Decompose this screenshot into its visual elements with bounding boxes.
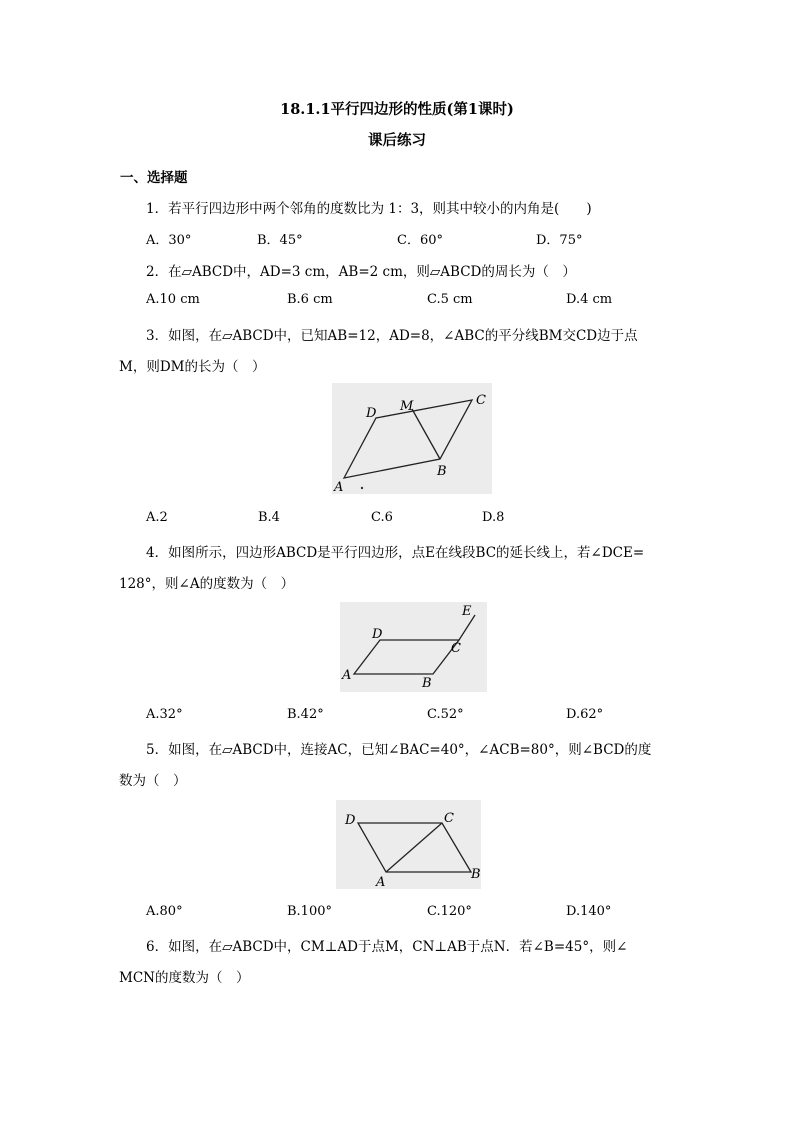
q1-option-b: B．45° [257, 233, 303, 248]
label-b: B [471, 867, 481, 882]
label-c: C [444, 811, 454, 826]
q1-option-c: C．60° [397, 233, 443, 248]
q4-parallelogram-diagram [340, 602, 487, 692]
diagonal-ac [386, 823, 442, 872]
q2-option-c: C.5 cm [427, 292, 473, 307]
question-6-text-line-1: 6．如图，在▱ABCD中，CM⊥AD于点M，CN⊥AB于点N．若∠B=45°，则∠ [146, 939, 628, 955]
question-1-text: 1．若平行四边形中两个邻角的度数比为 1：3，则其中较小的内角是( ) [146, 201, 592, 217]
question-5-text-line-1: 5．如图，在▱ABCD中，连接AC，已知∠BAC=40°，∠ACB=80°，则∠BCD的度 [146, 742, 652, 758]
question-4-text-line-1: 4．如图所示，四边形ABCD是平行四边形，点E在线段BC的延长线上，若∠DCE= [146, 545, 645, 561]
label-b: B [422, 676, 432, 691]
label-b: B [437, 464, 447, 479]
q5-option-d: D.140° [566, 904, 612, 919]
question-4-text-line-2: 128°，则∠A的度数为（ ） [119, 576, 295, 592]
question-3-text-line-2: M，则DM的长为（ ） [119, 359, 266, 375]
label-m: M [400, 399, 414, 414]
q3-option-c: C.6 [371, 510, 393, 525]
question-5-figure [336, 800, 481, 889]
q2-option-a: A.10 cm [146, 292, 200, 307]
q5-option-c: C.120° [427, 904, 472, 919]
q2-option-b: B.6 cm [287, 292, 333, 307]
question-2-text: 2．在▱ABCD中，AD=3 cm，AB=2 cm，则▱ABCD的周长为（ ） [146, 264, 576, 280]
bisector-bm [412, 409, 440, 459]
parallelogram-abcd [354, 640, 459, 674]
page-title: 18.1.1平行四边形的性质(第1课时) [280, 101, 514, 118]
stray-dot [361, 487, 363, 489]
question-5-text-line-2: 数为（ ） [119, 773, 187, 789]
q3-option-d: D.8 [482, 510, 505, 525]
q5-option-a: A.80° [146, 904, 183, 919]
q3-parallelogram-diagram [332, 383, 492, 494]
q5-option-b: B.100° [287, 904, 332, 919]
question-4-figure [340, 602, 487, 692]
section-heading: 一、选择题 [120, 170, 188, 186]
q4-option-c: C.52° [427, 707, 464, 722]
q4-option-a: A.32° [146, 707, 183, 722]
label-a: A [334, 480, 344, 494]
q2-option-d: D.4 cm [566, 292, 613, 307]
question-3-figure [332, 383, 492, 494]
q4-option-b: B.42° [287, 707, 324, 722]
label-e: E [462, 604, 472, 619]
q3-option-a: A.2 [146, 510, 168, 525]
label-a: A [342, 668, 352, 683]
label-c: C [451, 641, 461, 656]
label-d: D [366, 406, 377, 421]
label-c: C [476, 393, 486, 408]
q5-parallelogram-diagram [336, 800, 481, 889]
label-d: D [345, 813, 356, 828]
q1-option-d: D．75° [536, 233, 583, 248]
question-6-text-line-2: MCN的度数为（ ） [119, 970, 250, 986]
question-3-text-line-1: 3．如图，在▱ABCD中，已知AB=12，AD=8，∠ABC的平分线BM交CD边于点 [146, 328, 638, 344]
page-subtitle: 课后练习 [368, 132, 426, 149]
label-d: D [372, 627, 383, 642]
q3-option-b: B.4 [258, 510, 280, 525]
q4-option-d: D.62° [566, 707, 604, 722]
q1-option-a: A．30° [146, 233, 192, 248]
label-a: A [376, 875, 386, 889]
